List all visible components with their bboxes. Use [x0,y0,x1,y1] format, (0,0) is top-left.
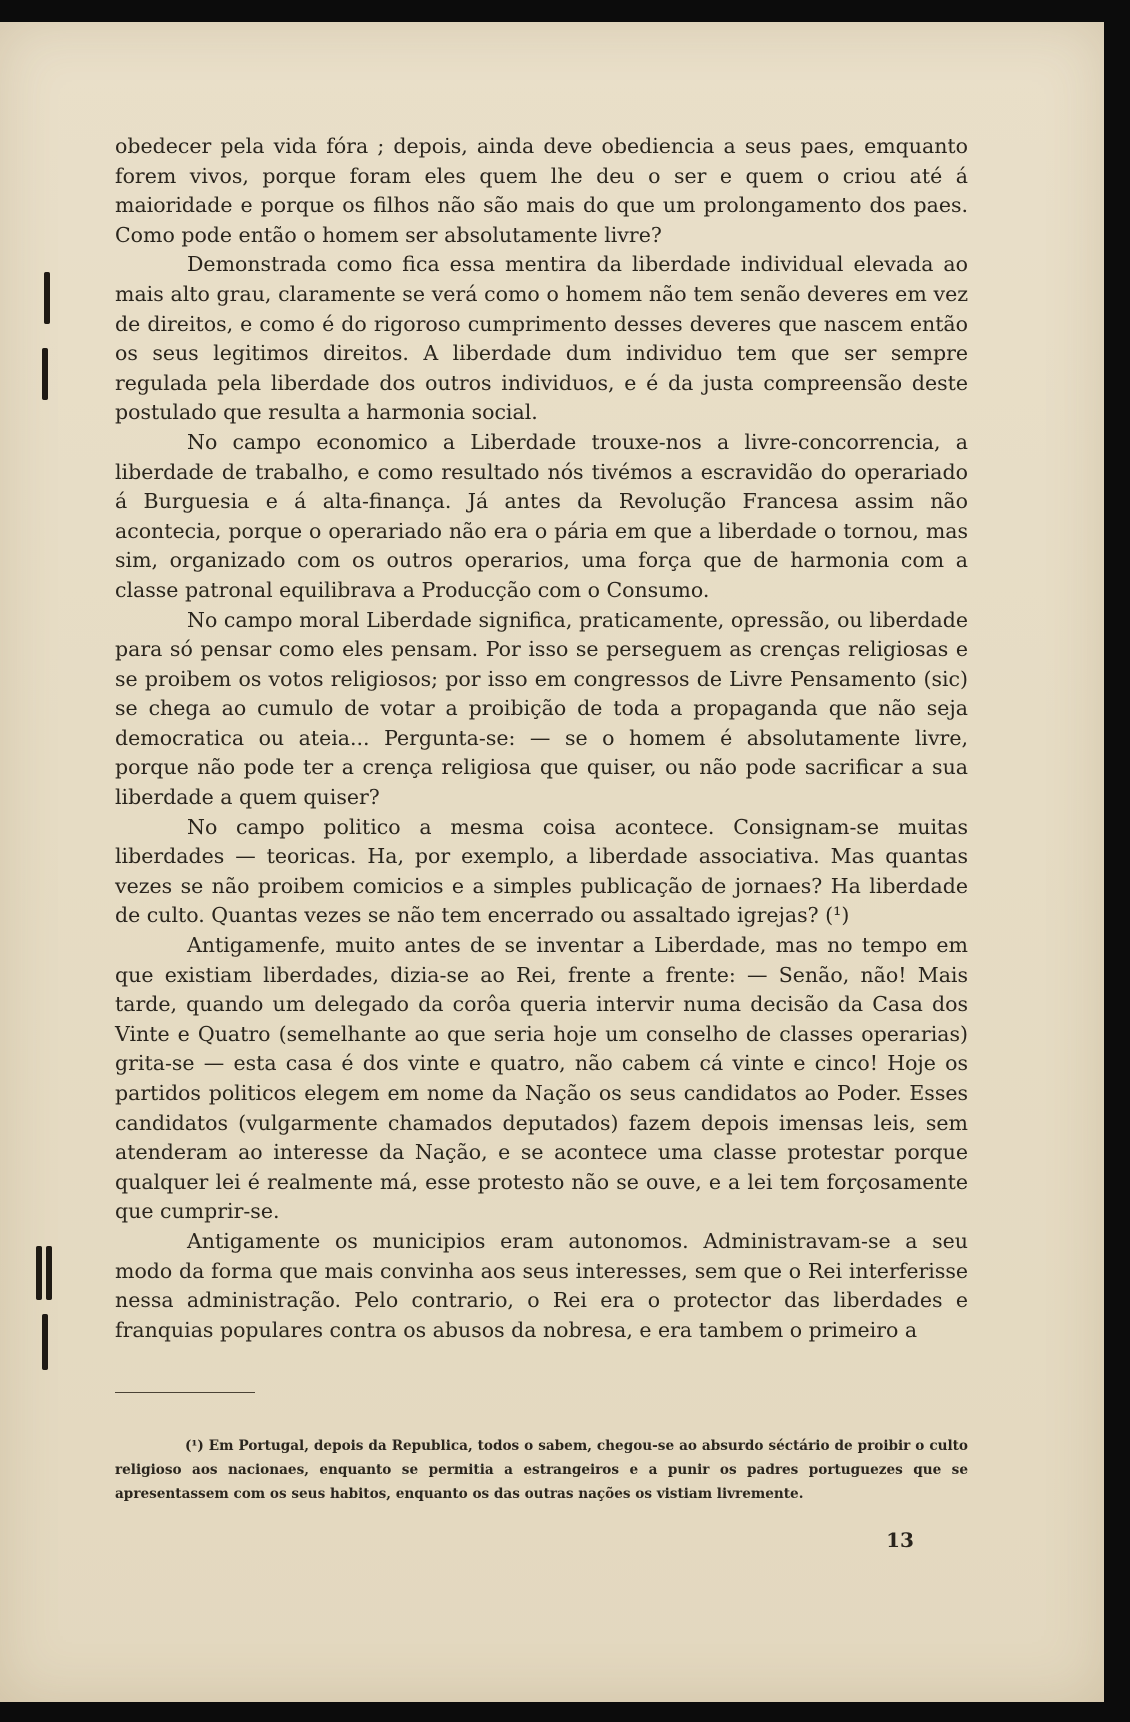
page-number: 13 [886,1528,914,1552]
margin-mark [46,1246,52,1300]
paragraph: No campo politico a mesma coisa acontece. Consignam-se muitas liberdades — teoricas. Ha, por exemplo, a liberdade associativa. Mas quantas vezes se não proibem comicios e a simples publicação de jornaes? Ha liberdade de culto. Quantas vezes se não tem encerrado ou assaltado igrejas? (¹) [115,814,968,928]
margin-mark [42,1314,48,1370]
margin-mark [42,348,48,400]
paragraph: No campo moral Liberdade significa, praticamente, opressão, ou liberdade para só pensar como eles pensam. Por isso se perseguem as crenças religiosas e se proibem os votos religiosos; por isso em congressos de Livre Pensamento (sic) se chega ao cumulo de votar a proibição de toda a propaganda que não seja democratica ou ateia... Pergunta-se: — se o homem é absolutamente livre, porque não pode ter a crença religiosa que quiser, ou não pode sacrificar a sua liberdade a quem quiser? [115,607,968,810]
paragraph: obedecer pela vida fóra ; depois, ainda deve obediencia a seus paes, emquanto forem vivos, porque foram eles quem lhe deu o ser e quem o criou até á maioridade e porque os filhos não são mais do que um prolongamento dos paes. Como pode então o homem ser absolutamente livre? [115,134,968,247]
scan-border [1104,22,1130,1702]
footnote-separator [115,1392,255,1393]
footnote: (¹) Em Portugal, depois da Republica, todos o sabem, chegou-se ao absurdo séctário de proibir o culto religioso aos nacionaes, enquanto se permitia a estrangeiros e a punir os padres portuguezes que se apresentassem com os seus habitos, enquanto os das outras nações os vistiam livremente. [115,1438,968,1502]
body-text [115,132,968,1345]
paragraph: No campo economico a Liberdade trouxe-nos a livre-concorrencia, a liberdade de trabalho, e como resultado nós tivémos a escravidão do operariado á Burguesia e á alta-finança. Já antes da Revolução Francesa assim não acontecia, porque o operariado não era o pária em que a liberdade o tornou, mas sim, organizado com os outros operarios, uma força que de harmonia com a classe patronal equilibrava a Producção com o Consumo. [115,429,968,602]
margin-mark [44,272,50,324]
paragraph: Demonstrada como fica essa mentira da liberdade individual elevada ao mais alto grau, claramente se verá como o homem não tem senão deveres em vez de direitos, e como é do rigoroso cumprimento desses deveres que nascem então os seus legitimos direitos. A liberdade dum individuo tem que ser sempre regulada pela liberdade dos outros individuos, e é da justa compreensão deste postulado que resulta a harmonia social. [115,252,968,425]
paragraph: Antigamente os municipios eram autonomos. Administravam-se a seu modo da forma que mais convinha aos seus interesses, sem que o Rei interferisse nessa administração. Pelo contrario, o Rei era o protector das liberdades e franquias populares contra os abusos da nobresa, e era tambem o primeiro a [115,1228,968,1342]
margin-mark [36,1246,42,1300]
paragraph: Antigamenfe, muito antes de se inventar a Liberdade, mas no tempo em que existiam liberdades, dizia-se ao Rei, frente a frente: — Senão, não! Mais tarde, quando um delegado da corôa queria intervir numa decisão da Casa dos Vinte e Quatro (semelhante ao que seria hoje um conselho de classes operarias) grita-se — esta casa é dos vinte e quatro, não cabem cá vinte e cinco! Hoje os partidos politicos elegem em nome da Nação os seus candidatos ao Poder. Esses candidatos (vulgarmente chamados deputados) fazem depois imensas leis, sem atenderam ao interesse da Nação, e se acontece uma classe protestar porque qualquer lei é realmente má, esse protesto não se ouve, e a lei tem forçosamente que cumprir-se. [115,933,968,1224]
